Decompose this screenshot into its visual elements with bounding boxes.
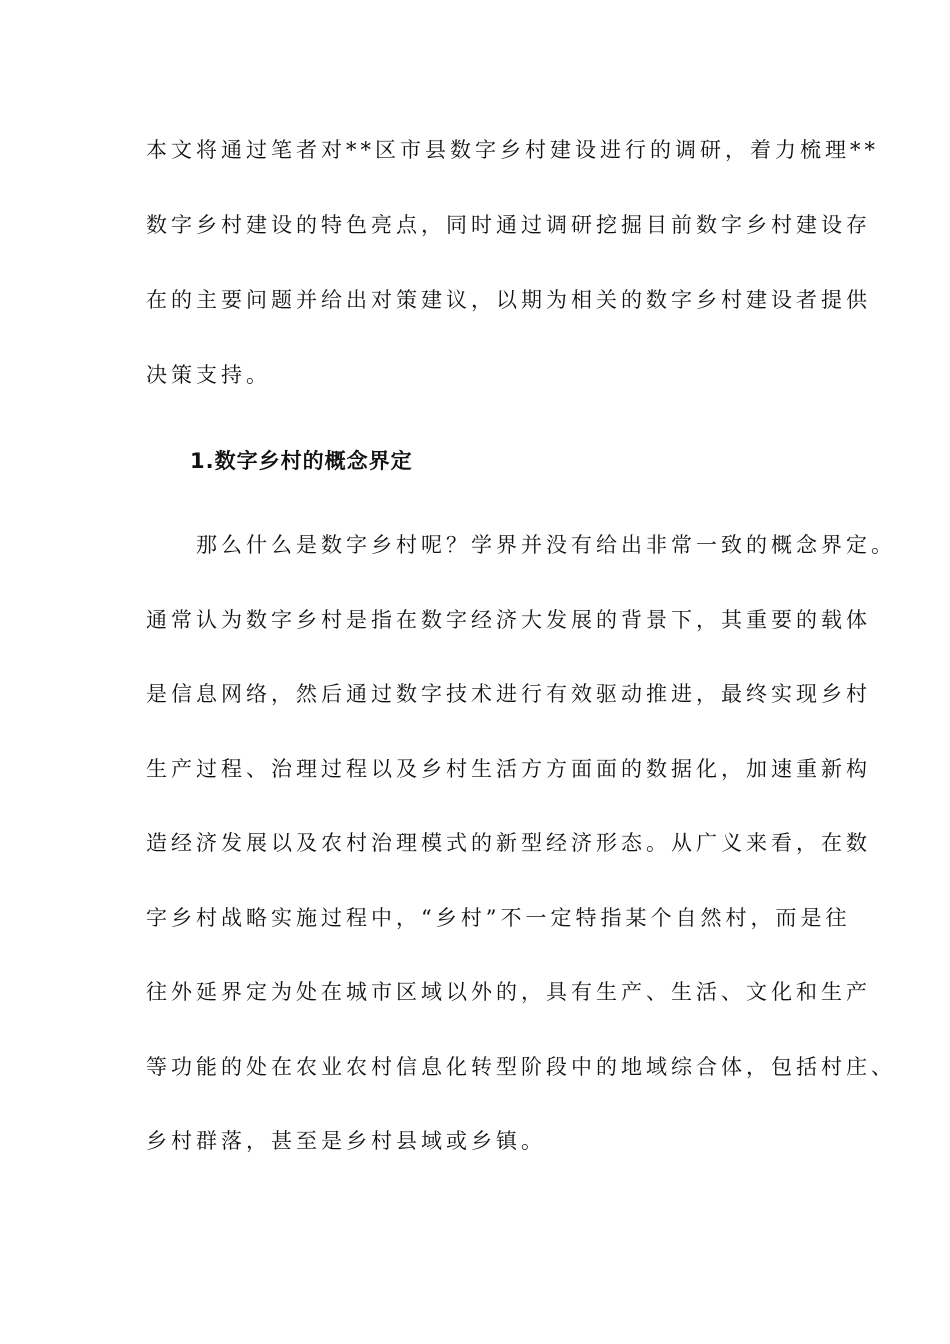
paragraph-1-line-1: 本文将通过笔者对**区市县数字乡村建设进行的调研，着力梳理** — [146, 138, 879, 162]
paragraph-2-line-1: 那么什么是数字乡村呢？学界并没有给出非常一致的概念界定。 — [146, 533, 896, 557]
paragraph-2-line-2: 通常认为数字乡村是指在数字经济大发展的背景下，其重要的载体 — [146, 608, 871, 632]
paragraph-2-line-4: 生产过程、治理过程以及乡村生活方方面面的数据化，加速重新构 — [146, 757, 871, 781]
paragraph-2-line-3: 是信息网络，然后通过数字技术进行有效驱动推进，最终实现乡村 — [146, 682, 871, 706]
paragraph-2-line-9: 乡村群落，甚至是乡村县域或乡镇。 — [146, 1129, 546, 1153]
paragraph-2-line-5: 造经济发展以及农村治理模式的新型经济形态。从广义来看，在数 — [146, 831, 871, 855]
paragraph-2-line-7: 往外延界定为处在城市区域以外的，具有生产、生活、文化和生产 — [146, 980, 871, 1004]
section-heading: 1.数字乡村的概念界定 — [190, 449, 413, 473]
paragraph-1-line-4: 决策支持。 — [146, 363, 271, 387]
paragraph-2-line-8: 等功能的处在农业农村信息化转型阶段中的地域综合体，包括村庄、 — [146, 1055, 896, 1079]
paragraph-2-line-6: 字乡村战略实施过程中，“乡村”不一定特指某个自然村，而是往 — [146, 906, 851, 930]
paragraph-1-line-3: 在的主要问题并给出对策建议，以期为相关的数字乡村建设者提供 — [146, 288, 871, 312]
paragraph-1-line-2: 数字乡村建设的特色亮点，同时通过调研挖掘目前数字乡村建设存 — [146, 213, 871, 237]
